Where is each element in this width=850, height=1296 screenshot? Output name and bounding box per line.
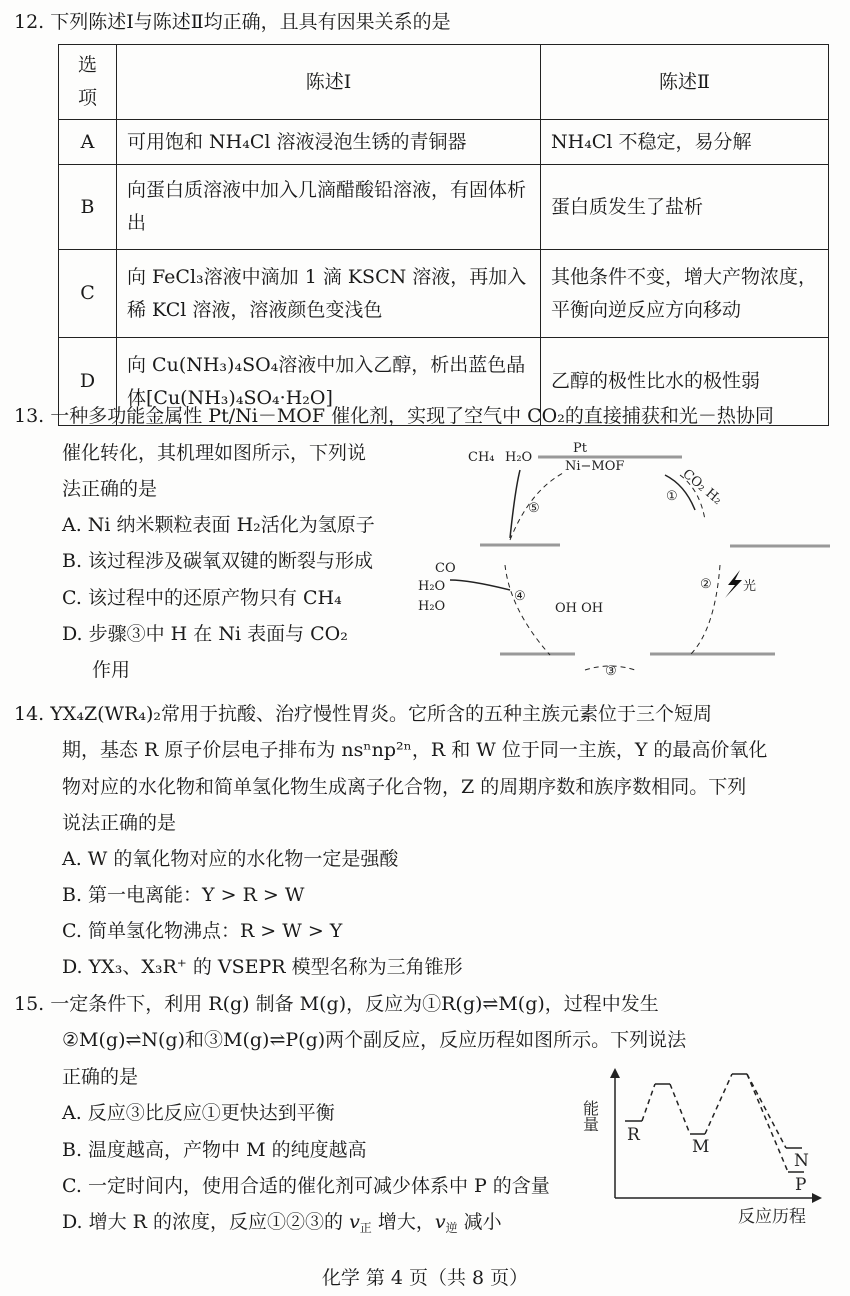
label-pt: Pt [573, 441, 587, 456]
q13-option-d-cont: 作用 [92, 659, 131, 681]
q14-line: 14. YX₄Z(WR₄)₂常用于抗酸、治疗慢性胃炎。它所含的五种主族元素位于三个短周 [14, 703, 713, 725]
page-footer: 化学 第 4 页（共 8 页） [321, 1267, 529, 1289]
q12-stem: 12. 下列陈述Ⅰ与陈述Ⅱ均正确，且具有因果关系的是 [14, 11, 451, 33]
row-option: C [59, 250, 117, 338]
label-h2o-a: H₂O [418, 579, 446, 594]
q14-line: 期，基态 R 原子价层电子排布为 nsⁿnp²ⁿ，R 和 W 位于同一主族，Y 的最高价氧化 [62, 739, 768, 761]
row-option: D [59, 338, 117, 426]
label-m: M [692, 1137, 710, 1157]
q14-option-a: A. W 的氧化物对应的水化物一定是强酸 [62, 848, 399, 870]
row-option: A [59, 120, 117, 165]
statement-1: 向蛋白质溶液中加入几滴醋酸铅溶液，有固体析出 [117, 165, 541, 250]
q15-line: ②M(g)⇌N(g)和③M(g)⇌P(g)两个副反应，反应历程如图所示。下列说法 [62, 1029, 687, 1051]
statement-2: 其他条件不变，增大产物浓度，平衡向逆反应方向移动 [541, 250, 829, 338]
label-h2o: H₂O [505, 450, 533, 465]
label-r: R [627, 1125, 640, 1145]
label-n: N [794, 1151, 809, 1171]
q12-table [58, 44, 829, 426]
q15-option-a: A. 反应③比反应①更快达到平衡 [62, 1102, 335, 1124]
q15-line: 正确的是 [62, 1066, 139, 1088]
statement-1: 向 FeCl₃溶液中滴加 1 滴 KSCN 溶液，再加入稀 KCl 溶液，溶液颜色变浅色 [117, 250, 541, 338]
label-co: CO [435, 561, 456, 576]
step-3: ③ [605, 664, 617, 679]
label-oh: OH OH [555, 601, 604, 616]
q14-line: 说法正确的是 [62, 812, 177, 834]
q13-line: 法正确的是 [62, 478, 158, 500]
label-h2o-b: H₂O [418, 599, 446, 614]
q13-option-d: D. 步骤③中 H 在 Ni 表面与 CO₂ [62, 623, 348, 645]
statement-2: 乙醇的极性比水的极性弱 [541, 338, 829, 426]
q13-option-b: B. 该过程涉及碳氧双键的断裂与形成 [62, 550, 374, 572]
q15-option-d [62, 1210, 502, 1240]
opt-d-pre: D. 增大 R 的浓度，反应①②③的 [62, 1211, 350, 1233]
light-bolt-icon [725, 570, 742, 598]
statement-2: NH₄Cl 不稳定，易分解 [541, 120, 829, 165]
q13-option-c: C. 该过程中的还原产物只有 CH₄ [62, 587, 342, 609]
q15-line: 15. 一定条件下，利用 R(g) 制备 M(g)，反应为①R(g)⇌M(g)，过程中发生 [14, 993, 659, 1015]
v-symbol: v [349, 1211, 360, 1233]
step-4: ④ [514, 589, 526, 604]
header-statement-1: 陈述Ⅰ [117, 45, 541, 120]
label-p: P [795, 1175, 807, 1195]
q13-line: 催化转化，其机理如图所示，下列说 [62, 442, 367, 464]
label-ni-mof: Ni−MOF [565, 459, 625, 474]
q15-option-c: C. 一定时间内，使用合适的催化剂可减少体系中 P 的含量 [62, 1175, 550, 1197]
energy-diagram [580, 1060, 830, 1240]
label-light: 光 [743, 579, 757, 594]
label-co2-h2: CO₂ H₂ [679, 466, 725, 508]
q13-option-a: A. Ni 纳米颗粒表面 H₂活化为氢原子 [62, 514, 375, 536]
q14-option-c: C. 简单氢化物沸点：R > W > Y [62, 920, 343, 942]
step-1: ① [666, 489, 678, 504]
step-5: ⑤ [528, 501, 540, 516]
v-symbol: v [434, 1211, 446, 1233]
q14-option-d: D. YX₃、X₃R⁺ 的 VSEPR 模型名称为三角锥形 [62, 956, 463, 978]
statement-1: 向 Cu(NH₃)₄SO₄溶液中加入乙醇，析出蓝色晶体[Cu(NH₃)₄SO₄·H₂O] [117, 338, 541, 426]
mechanism-diagram [410, 430, 840, 680]
forward-sub: 正 [359, 1221, 372, 1235]
q14-line: 物对应的水化物和简单氢化物生成离子化合物，Z 的周期序数和族序数相同。下列 [62, 776, 747, 798]
label-ch4: CH₄ [468, 450, 495, 465]
opt-d-mid: 增大， [371, 1211, 435, 1233]
xlabel: 反应历程 [738, 1207, 806, 1227]
step-2: ② [700, 577, 712, 592]
reverse-sub: 逆 [445, 1221, 458, 1235]
q13-line: 13. 一种多功能金属性 Pt/Ni－MOF 催化剂，实现了空气中 CO₂的直接捕获和光－热协同 [14, 405, 774, 427]
statement-2: 蛋白质发生了盐析 [541, 165, 829, 250]
opt-d-post: 减小 [457, 1211, 502, 1233]
q14-option-b: B. 第一电离能：Y > R > W [62, 884, 305, 906]
q15-option-b: B. 温度越高，产物中 M 的纯度越高 [62, 1139, 367, 1161]
row-option: B [59, 165, 117, 250]
ylabel: 能量 [580, 1100, 600, 1132]
header-option: 选项 [59, 45, 117, 120]
header-statement-2: 陈述Ⅱ [541, 45, 829, 120]
statement-1: 可用饱和 NH₄Cl 溶液浸泡生锈的青铜器 [117, 120, 541, 165]
